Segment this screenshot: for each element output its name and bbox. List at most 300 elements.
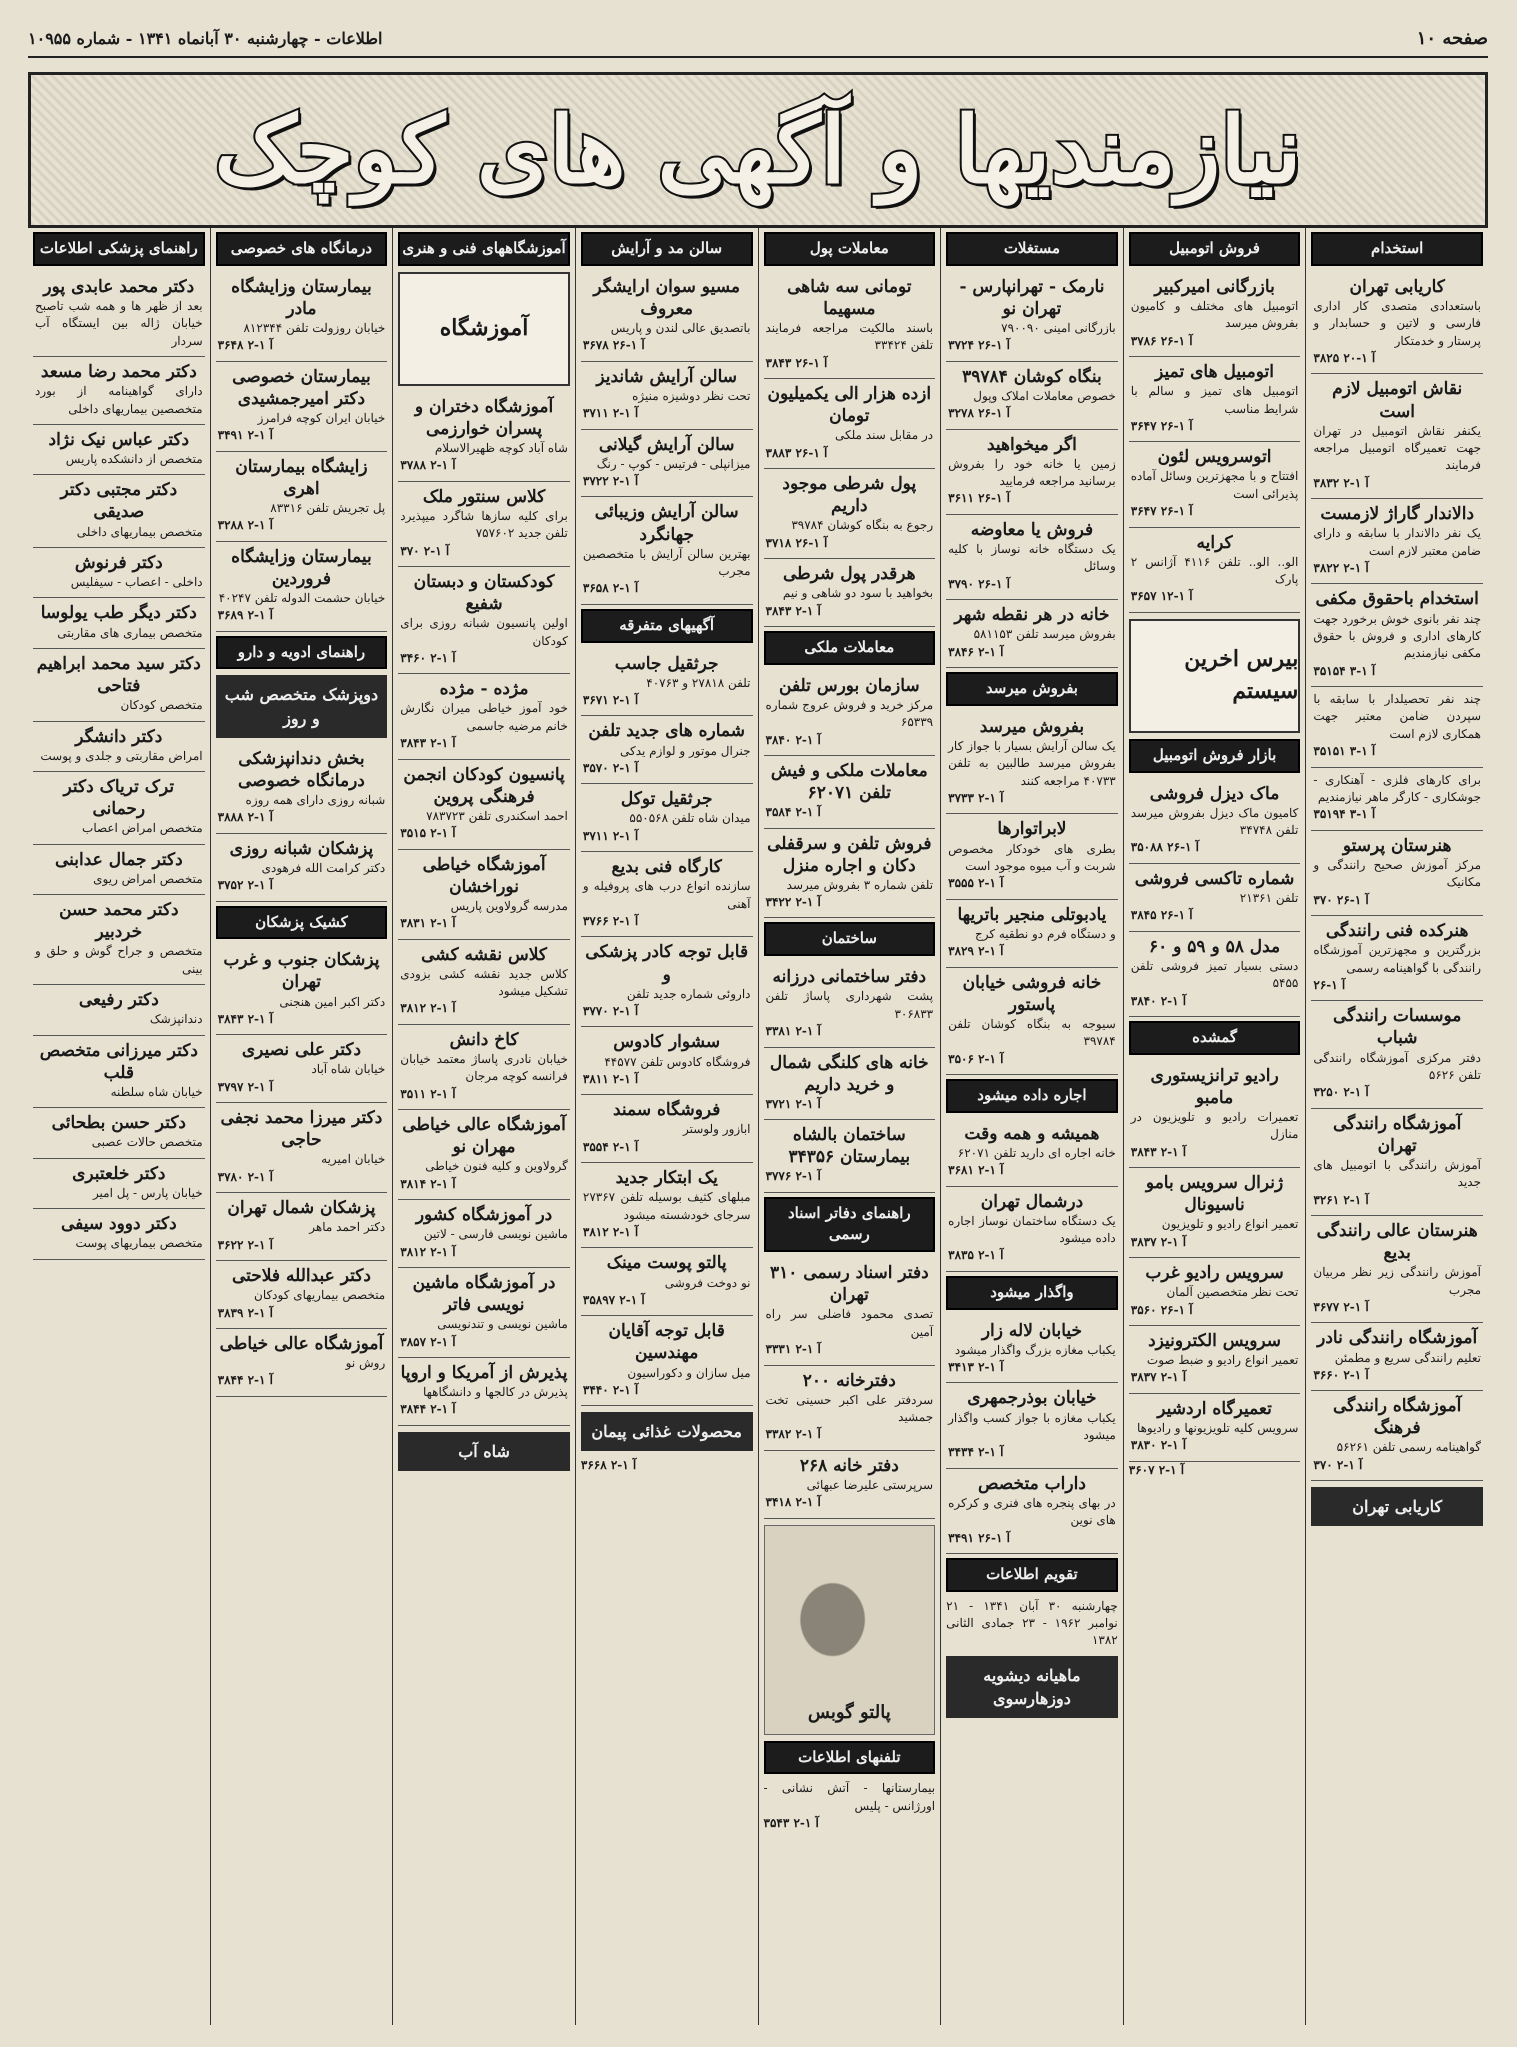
- ad-body: دکتر احمد ماهر: [309, 1220, 386, 1235]
- ad-code: آ ۱-۲ ۳۶۷۱: [582, 693, 639, 708]
- ad-title: پزشکان شمال تهران: [227, 1198, 376, 1219]
- ad-code: آ ۱-۲ ۳۷۱۱: [582, 406, 639, 421]
- ad-code: آ ۱-۲ ۳۷۶۶: [582, 914, 639, 929]
- ad-body: میدان شاه تلفن ۵۵۰۵۶۸: [629, 811, 751, 826]
- column-4: [758, 228, 941, 2025]
- ad-title: ژنرال سرویس بامو ناسیونال: [1145, 1173, 1284, 1216]
- ad-code: آ ۱-۲۶ ۳۲۷۸: [948, 406, 1010, 421]
- ad-body: میل سازان و دکوراسیون: [627, 1365, 751, 1380]
- ad-title: آموزشگاه عالی خیاطی مهران نو: [402, 1115, 566, 1158]
- section-banner: [28, 72, 1488, 228]
- ad-body: تلفن ۲۷۸۱۸ و ۴۰۷۶۳: [646, 675, 751, 690]
- ad-title: پزشکان جنوب و غرب تهران: [223, 950, 380, 993]
- ad-body: چند نفر بانوی خوش برخورد جهت کارهای اداری و فروش با حقوق مکفی نیازمندیم: [1313, 611, 1481, 661]
- ad-code: آ ۱-۲ ۳۳۸۱: [765, 1024, 821, 1039]
- column-heading: اجاره داده میشود: [946, 1079, 1118, 1113]
- ad-code: آ ۱-۲ ۳۸۴۳: [217, 1011, 273, 1026]
- ad-body: الو.. الو.. تلفن ۴۱۱۶ آژانس ۲ پارک: [1130, 554, 1299, 587]
- classified-ad: [764, 829, 936, 919]
- ad-code: آ ۱-۲ ۳۸۴۰: [1130, 993, 1187, 1008]
- ad-body: یکباب مغازه بزرگ واگذار میشود: [954, 1342, 1116, 1357]
- ad-code: آ ۱-۲ ۳۸۴۴: [217, 1373, 273, 1388]
- classified-ad: [398, 674, 570, 759]
- ad-body: مبلهای کثیف بوسیله تلفن ۲۷۳۶۷ سرجای خودشسته میشود: [582, 1190, 751, 1222]
- ad-title: رادیو ترانزیستوری مامبو: [1150, 1065, 1279, 1108]
- footer-box: محصولات غذائی پیمان: [581, 1412, 753, 1451]
- classified-ad: [946, 1383, 1118, 1468]
- ad-title: کودکستان و دبستان شفیع: [413, 571, 555, 615]
- ad-code: آ ۱-۲ ۳۵۸۹۷: [582, 1292, 645, 1307]
- column-heading: سالن مد و آرایش: [581, 232, 753, 266]
- ad-code: آ ۱-۲ ۳۲۵۰: [1313, 1085, 1369, 1100]
- ad-code: آ ۱-۲ ۳۷۱۱: [582, 828, 639, 843]
- classified-ad: [33, 357, 205, 425]
- classified-ad: [33, 425, 205, 475]
- classified-ad: [216, 452, 388, 542]
- classified-ad: [581, 852, 753, 937]
- ad-body: متخصص امراض اعصاب: [82, 821, 203, 836]
- ad-title: فروشگاه سمند: [612, 1100, 721, 1121]
- ad-body: پل تجریش تلفن ۸۳۳۱۶: [270, 500, 386, 515]
- ad-code: آ ۱-۲ ۳۴۱۸: [765, 1495, 821, 1510]
- ad-code: آ ۱-۲ ۳۲۸۸: [217, 518, 273, 533]
- ad-title: لابراتوارها: [997, 819, 1067, 840]
- column-heading: واگذار میشود: [946, 1276, 1118, 1310]
- ad-body: فروشگاه کادوس تلفن ۴۴۵۷۷: [604, 1054, 751, 1069]
- ad-title: اتوسرویس لئون: [1157, 447, 1272, 468]
- ad-body: خانه اجاره ای دارید تلفن ۶۲۰۷۱: [957, 1145, 1116, 1160]
- ad-code: آ ۱-۲ ۳۷۲۱: [765, 1096, 821, 1111]
- classified-ad: [764, 756, 936, 829]
- classified-ad: [216, 1035, 388, 1103]
- ad-title: سالن آرایش وزیبائی جهانگرد: [594, 502, 739, 545]
- ad-code: آ ۱-۲ ۳۵۵۵: [948, 876, 1004, 891]
- ad-body: تلفن شماره ۳ بفروش میرسد: [786, 877, 934, 892]
- ad-title: دکتر میرزا محمد نجفی حاجی: [220, 1108, 383, 1151]
- ad-body: بفروش میرسد تلفن ۵۸۱۱۵۳: [973, 627, 1116, 642]
- ad-body: متخصص بیماریهای کودکان: [254, 1288, 386, 1303]
- ad-body: در بهای پنجره های فنری و کرکره های نوین: [948, 1495, 1116, 1528]
- ad-code: آ ۱-۲ ۳۸۴۳: [400, 736, 456, 751]
- ad-code: آ ۱-۲ ۳۸۳۷: [1130, 1370, 1187, 1385]
- ad-body: بطری های خودکار مخصوص شربت و آب میوه موجود است: [948, 841, 1116, 873]
- ad-body: تحت نظر متخصصین آلمان: [1166, 1285, 1299, 1300]
- ad-body: تعمیرات رادیو و تلویزیون در منازل: [1130, 1109, 1299, 1142]
- ad-code: آ ۱-۲۶ ۳۸۴۵: [1130, 908, 1193, 923]
- ad-body: متخصص امراض ریوی: [93, 871, 203, 886]
- ad-code: آ ۱-۲۶ ۳۷۰: [1313, 892, 1369, 907]
- ad-code: آ ۱-۲ ۳۸۴۳: [1130, 1144, 1187, 1159]
- classified-ad: [946, 1469, 1118, 1554]
- ad-body: باستعدادی متصدی کار اداری فارسی و لاتین و حسابدار و پرستار و خدمتکار: [1313, 298, 1481, 348]
- ad-columns: [28, 228, 1488, 2025]
- classified-ad: [398, 760, 570, 850]
- classified-ad: [1129, 357, 1301, 442]
- ad-code: آ ۱-۲ ۳۴۶۰: [400, 650, 456, 665]
- ad-body: بزرگترین و مجهزترین آموزشگاه رانندگی با گواهینامه رسمی: [1313, 943, 1481, 975]
- column-heading: معاملات پول: [764, 232, 936, 266]
- classified-ad: [33, 845, 205, 895]
- ad-code: آ ۱-۲ ۳۸۳۷: [1130, 1234, 1187, 1249]
- ad-title: کلاس نقشه کشی: [421, 944, 547, 965]
- ad-title: دکتر دیگر طب یولوسا: [40, 603, 197, 624]
- classified-ad: [216, 1103, 388, 1193]
- ad-title: دکتر میرزانی متخصص قلب: [39, 1040, 198, 1083]
- ad-code: آ ۱-۲۶ ۳۴۹۱: [948, 1530, 1010, 1545]
- ad-body: خیابان شاه آباد: [311, 1062, 386, 1077]
- classified-ad: [764, 1451, 936, 1519]
- school-logo: آموزشگاه: [398, 272, 570, 386]
- classified-ad: [398, 392, 570, 482]
- ad-code: آ ۱-۲ ۳۶۵۸: [582, 581, 639, 596]
- ad-title: پزشکان شبانه روزی: [229, 838, 374, 859]
- page-header: [28, 20, 1488, 58]
- column-heading: ساختمان: [764, 922, 936, 956]
- ad-title: آموزشگاه رانندگی نادر: [1317, 1328, 1478, 1349]
- ad-title: دکتر خلعتبری: [72, 1163, 166, 1184]
- classified-ad: [1129, 442, 1301, 527]
- classified-ad: [764, 962, 936, 1047]
- ad-body: گواهینامه رسمی تلفن ۵۶۲۶۱: [1336, 1440, 1481, 1455]
- ad-code: آ ۱-۲ ۳۸۴۴: [400, 1402, 456, 1417]
- classified-ad: [581, 362, 753, 430]
- ad-body: یکنفر نقاش اتومبیل در تهران جهت تعمیرگاه اتومبیل مراجعه فرمایند: [1313, 423, 1481, 473]
- classified-ad: [1311, 374, 1483, 499]
- ad-body: خیابان حشمت الدوله تلفن ۴۰۲۴۷: [218, 590, 386, 605]
- classified-ad: [581, 1163, 753, 1248]
- classified-ad: [764, 671, 936, 756]
- ad-title: جرثقیل جاسب: [614, 653, 719, 674]
- ad-body: سردفتر علی اکبر حسینی تخت جمشید: [765, 1392, 934, 1424]
- ad-title: دکتر دوود سیفی: [60, 1214, 177, 1235]
- ad-body: آموزش رانندگی با اتومبیل های جدید: [1313, 1157, 1481, 1190]
- ad-title: خیابان لاله زار: [981, 1320, 1083, 1341]
- classified-ad: [946, 814, 1118, 899]
- classified-ad: [764, 559, 936, 627]
- classified-ad: [398, 567, 570, 674]
- ad-title: معاملات ملکی و فیش تلفن ۶۲۰۷۱: [770, 760, 928, 804]
- ad-body: دفتر مرکزی آموزشگاه رانندگی تلفن ۵۶۲۶: [1313, 1050, 1481, 1082]
- ad-code: آ ۱-۲ ۳۶۶۰: [1313, 1367, 1369, 1382]
- ad-title: آموزشگاه عالی خیاطی: [219, 1333, 384, 1354]
- footer-box: ماهیانه دیشویه دوزهارسوی: [946, 1656, 1118, 1718]
- classified-ad: [581, 937, 753, 1027]
- classified-ad: [33, 1036, 205, 1109]
- ad-title: فروش تلفن و سرقفلی دکان و اجاره منزل: [767, 833, 932, 876]
- ad-body: بخواهید با سود دو شاهی و نیم: [782, 586, 934, 601]
- ad-title: کارگاه فنی بدیع: [611, 857, 722, 878]
- ad-body: خود آموز خیاطی میران نگارش خانم مرضیه جاسمی: [400, 701, 568, 733]
- ad-body: اولین پانسیون شبانه روزی برای کودکان: [400, 616, 568, 648]
- classified-ad: [216, 362, 388, 452]
- classified-ad: [216, 744, 388, 834]
- column-3: [940, 228, 1123, 2025]
- ad-title: آموزشگاه خیاطی نوراخشان: [422, 854, 546, 897]
- ad-body: پذیرش در کالجها و دانشگاهها: [422, 1384, 568, 1399]
- ad-title: دکتر جمال عدابنی: [54, 849, 183, 870]
- ad-body: خیابان امیریه: [321, 1152, 386, 1167]
- column-heading: معاملات ملکی: [764, 631, 936, 665]
- ad-body: دندانپزشک: [149, 1012, 203, 1027]
- ad-title: ماک دیزل فروشی: [1149, 783, 1280, 804]
- classified-ad: [398, 1268, 570, 1358]
- banner-title: نیازمندیها و آگهی های کوچک: [214, 96, 1302, 204]
- ad-title: سالن آرایش شاندیز: [596, 366, 737, 387]
- ad-body: متخصص و جراح گوش و حلق و بینی: [35, 944, 203, 976]
- classified-ad: [398, 1110, 570, 1200]
- ad-title: هنرکده فنی رانندگی: [1325, 921, 1469, 942]
- classified-ad: [1311, 1323, 1483, 1391]
- ad-code: آ ۱-۲ ۳۶۸۹: [217, 608, 273, 623]
- ad-title: دکتر محمد عابدی پور: [43, 276, 195, 297]
- ad-code: آ ۱-۲ ۳۷۹۷: [217, 1079, 273, 1094]
- column-heading: راهنمای دفاتر اسناد رسمی: [764, 1197, 936, 1253]
- ad-code: آ ۱-۲۶ ۳۶۱۱: [948, 491, 1010, 506]
- newspaper-page: [28, 20, 1488, 2025]
- ad-code: آ ۱-۲ ۳۷۰: [400, 543, 450, 558]
- classified-ad: [1129, 272, 1301, 357]
- ad-body: بعد از ظهر ها و همه شب تاصبح خیابان ژاله بین ایستگاه آب سردار: [35, 298, 203, 348]
- classified-ad: [398, 482, 570, 567]
- footer-box: شاه آب: [398, 1432, 570, 1471]
- ad-code: آ ۱-۲۰ ۳۸۲۵: [1313, 351, 1376, 366]
- ad-title: جرثقیل توکل: [620, 789, 713, 810]
- classified-ad: [946, 515, 1118, 600]
- ad-code: آ ۱-۲ ۳۷۸۰: [217, 1169, 273, 1184]
- ad-code: آ ۱-۲ ۳۷۸۸: [400, 458, 456, 473]
- ad-code: آ ۱-۲۶ ۳۸۴۳: [765, 355, 828, 370]
- ad-body: باسند مالکیت مراجعه فرمایند تلفن ۳۳۴۲۴: [765, 320, 934, 353]
- ad-title: دکتر رفیعی: [78, 990, 159, 1011]
- ad-code: آ ۱-۲ ۳۸۱۴: [400, 1176, 456, 1191]
- ad-body: آموزش رانندگی زیر نظر مربیان مجرب: [1313, 1265, 1481, 1297]
- ad-title: نقاش اتومبیل لازم است: [1332, 379, 1463, 422]
- ad-code: آ ۱-۲ ۳۳۳۱: [765, 1342, 821, 1357]
- classified-ad: [398, 1358, 570, 1426]
- ad-code: آ ۱-۲ ۳۸۴۰: [765, 732, 821, 747]
- ad-body: متخصص بیماریهای پوست: [75, 1236, 203, 1251]
- column-2: [1123, 228, 1306, 2025]
- ad-code: آ ۱-۲۶ ۳۷۹۰: [948, 576, 1010, 591]
- column-5: [575, 228, 758, 2025]
- ad-code: آ ۱-۲۶: [1313, 977, 1346, 992]
- ad-title: تعمیرگاه اردشیر: [1157, 1398, 1272, 1419]
- ad-title: دفتر ساختمانی درزانه: [772, 967, 927, 988]
- ad-title: دالاندار گاراژ لازمست: [1320, 504, 1475, 525]
- ad-body: زمین یا خانه خود را بفروش برسانید مراجعه فرمایید: [948, 456, 1116, 489]
- ad-body: در مقابل سند ملکی: [834, 428, 934, 443]
- classified-ad: [1311, 499, 1483, 584]
- classified-ad: [1129, 864, 1301, 932]
- ad-body: متخصص بیماریهای داخلی: [76, 524, 203, 539]
- ad-body: خصوص معاملات املاک وپول: [973, 388, 1116, 403]
- ad-title: خانه در هر نقطه شهر: [954, 605, 1110, 626]
- classified-ad: [1129, 528, 1301, 613]
- calendar-text: چهارشنبه ۳۰ آبان ۱۳۴۱ - ۲۱ نوامبر ۱۹۶۲ - ۲۳ جمادی الثانی ۱۳۸۲: [946, 1598, 1118, 1648]
- ad-title: پانسیون کودکان انجمن فرهنگی پروین: [403, 764, 565, 807]
- ad-body: سیوجه به بنگاه کوشان تلفن ۳۹۷۸۴: [948, 1016, 1116, 1049]
- ad-code: آ ۱-۲ ۳۴۴۰: [582, 1382, 639, 1397]
- ad-code: آ ۱-۲ ۳۶۶۸: [580, 1458, 637, 1473]
- classified-ad: [33, 985, 205, 1035]
- ad-title: نارمک - تهرانپارس - تهران نو: [959, 276, 1105, 319]
- ad-title: تومانی سه شاهی مسهیما: [787, 276, 912, 319]
- classified-ad: [764, 1366, 936, 1451]
- ad-body: داخلی - اعصاب - سیفلیس: [70, 575, 203, 590]
- ad-code: آ ۱-۲ ۳۷۲۲: [582, 474, 639, 489]
- ad-title: درشمال تهران: [980, 1191, 1084, 1212]
- ad-body: چند نفر تحصیلدار با سابقه با سپردن ضامن معتبر جهت همکاری لازم است: [1313, 692, 1481, 741]
- ad-body: میزانپلی - فرتیس - کوپ - رنگ: [596, 456, 751, 471]
- footer-box: کاریابی تهران: [1311, 1487, 1483, 1526]
- ad-body: متخصص حالات عصبی: [91, 1135, 203, 1150]
- ad-title: زایشگاه بیمارستان اهری: [235, 456, 368, 499]
- classified-ad: [1311, 768, 1483, 831]
- ad-code: آ ۱-۲ ۳۶۲۲: [217, 1237, 273, 1252]
- ad-body: تلفن ۲۱۳۶۱: [1239, 890, 1299, 905]
- classified-ad: [1311, 1109, 1483, 1216]
- ad-body: سرویس کلیه تلویزیونها و رادیوها: [1136, 1420, 1299, 1435]
- ad-body: بازرگانی امینی ۷۹۰۰۹۰: [1001, 320, 1116, 335]
- ad-title: آموزشگاه رانندگی تهران: [1332, 1113, 1462, 1156]
- ad-code: آ ۱-۳ ۳۵۱۵۱: [1313, 744, 1376, 759]
- ad-body: سازنده انواع درب های پروفیله و آهنی: [582, 879, 751, 911]
- ad-code: آ ۱-۲ ۳۷۷۰: [582, 1004, 639, 1019]
- ad-code: آ ۱-۲ ۳۶۴۸: [217, 338, 273, 353]
- ad-title: مدل ۵۸ و ۵۹ و ۶۰: [1148, 936, 1281, 957]
- ad-title: قابل توجه کادر پزشکی و: [585, 942, 749, 985]
- column-heading: استخدام: [1311, 232, 1483, 266]
- classified-ad: [1311, 1216, 1483, 1323]
- classified-ad: [764, 272, 936, 379]
- ad-body: دستی بسیار تمیز فروشی تلفن ۵۴۵۵: [1130, 958, 1299, 991]
- ad-body: یک دستگاه خانه نوساز با کلیه وسائل: [948, 541, 1116, 574]
- ad-body: کامیون ماک دیزل بفروش میرسد تلفن ۳۴۷۴۸: [1130, 805, 1299, 838]
- ad-title: موسسات رانندگی شباب: [1332, 1006, 1462, 1049]
- classified-ad: [581, 1095, 753, 1163]
- ad-title: سرویس رادیو غرب: [1145, 1263, 1284, 1284]
- ad-title: دفتر اسناد رسمی ۳۱۰ تهران: [769, 1263, 929, 1306]
- classified-ad: [946, 362, 1118, 430]
- column-7: [210, 228, 393, 2025]
- ad-body: اتومبیل های مختلف و کامیون بفروش میرسد: [1130, 298, 1299, 331]
- classified-ad: [946, 900, 1118, 968]
- classified-ad: [216, 1329, 388, 1397]
- ad-title: دکتر عبدالله فلاحتی: [231, 1266, 371, 1287]
- ad-code: آ ۱-۲ ۳۳۸۲: [765, 1427, 821, 1442]
- ad-body: بهترین سالن آرایش با متخصصین مجرب: [582, 546, 751, 579]
- ad-code: آ ۱-۳ ۳۵۱۹۴: [1313, 807, 1376, 822]
- ad-title: کاخ دانش: [449, 1029, 519, 1050]
- ad-code: آ ۱-۲۶ ۳۵۰۸۸: [1130, 840, 1200, 855]
- ad-title: سالن آرایش گیلانی: [598, 434, 735, 455]
- classified-ad: [946, 1119, 1118, 1187]
- ad-body: دکتر کرامت الله فرهودی: [261, 860, 386, 875]
- ad-code: آ ۱-۲ ۳۴۹۱: [217, 428, 273, 443]
- ad-body: ماشین نویسی فارسی - لاتین: [423, 1227, 568, 1242]
- ad-code: آ ۱-۲ ۳۴۳۴: [948, 1445, 1004, 1460]
- classified-ad: [581, 1027, 753, 1095]
- ad-body: یک دستگاه ساختمان نوساز اجاره داده میشود: [948, 1213, 1116, 1246]
- ad-code: آ ۱-۲ ۳۶۸۱: [948, 1163, 1004, 1178]
- ad-code: آ ۱-۲ ۳۸۳۰: [1130, 1438, 1187, 1453]
- ad-code: آ ۱-۲ ۳۵۸۴: [765, 805, 821, 820]
- ad-code: آ ۱-۲ ۳۴۱۳: [948, 1360, 1004, 1375]
- ad-body: تحت نظر دوشیزه منیژه: [632, 388, 751, 403]
- ad-title: هنرستان پرستو: [1342, 835, 1452, 856]
- brand-logo: بیرس اخرین سیستم: [1129, 619, 1301, 733]
- ad-code: آ ۱-۲ ۳۷۳۳: [948, 791, 1004, 806]
- ad-title: بیمارستان وزایشگاه فروردین: [231, 546, 372, 589]
- ad-title: همیشه و همه وقت: [964, 1123, 1100, 1144]
- classified-ad: [398, 940, 570, 1025]
- ad-code: آ ۱-۲ ۳۵۰۶: [948, 1051, 1004, 1066]
- classified-ad: [1311, 916, 1483, 1001]
- ad-title: آموزشگاه رانندگی فرهنگ: [1332, 1396, 1462, 1439]
- ad-code: آ ۱-۲ ۳۷۰: [1313, 1457, 1363, 1472]
- classified-ad: [33, 475, 205, 548]
- classified-ad: [764, 1258, 936, 1365]
- ad-title: دفتر خانه ۲۶۸: [799, 1455, 899, 1476]
- ad-code: آ ۱-۲۶ ۳۸۸۳: [765, 445, 828, 460]
- classified-ad: [1311, 831, 1483, 916]
- column-6: [392, 228, 575, 2025]
- column-heading: درمانگاه های خصوصی: [216, 232, 388, 266]
- classified-ad: [946, 1316, 1118, 1384]
- classified-ad: [1129, 779, 1301, 864]
- ad-code: آ ۱-۲ ۳۸۱۱: [582, 1071, 639, 1086]
- ad-title: سشوار کادوس: [613, 1032, 721, 1053]
- ad-code: آ ۱-۲۶ ۳۷۲۴: [948, 338, 1010, 353]
- ad-body: و دستگاه فرم دو نطقیه کرج: [974, 926, 1116, 941]
- ad-code: آ ۱-۲ ۳۵۵۴: [582, 1139, 639, 1154]
- ad-body: تعمیر انواع رادیو و ضبط صوت: [1146, 1353, 1299, 1368]
- ad-title: سرویس الکترونیزد: [1148, 1330, 1282, 1351]
- ad-title: پذیرش از آمریکا و اروپا: [400, 1362, 568, 1383]
- ad-code: آ ۱-۲۶ ۳۷۸۶: [1130, 333, 1193, 348]
- classified-ad: [33, 548, 205, 598]
- ad-title: ساختمان بالشاه بیمارستان ۳۴۳۵۶: [788, 1125, 911, 1168]
- classified-ad: [581, 497, 753, 604]
- ad-title: دکتر فرنوش: [74, 552, 163, 573]
- ad-illustration: پالتو گوبس: [764, 1525, 936, 1735]
- classified-ad: [946, 430, 1118, 515]
- ad-code: آ ۱-۲ ۳۸۱۲: [400, 1244, 456, 1259]
- ad-body: شبانه روزی دارای همه روزه: [245, 792, 386, 807]
- classified-ad: [398, 850, 570, 940]
- ad-title: دکتر محمد رضا مسعد: [40, 362, 197, 383]
- ad-code: آ ۱-۲ ۳۶۰۷: [1128, 1462, 1185, 1477]
- ad-title: ترک تریاک دکتر رحمانی: [63, 776, 175, 820]
- ad-title: بیمارستان وزایشگاه مادر: [231, 276, 372, 319]
- classified-ad: [946, 968, 1118, 1075]
- page-number: صفحه ۱۰: [1416, 27, 1488, 49]
- classified-ad: [946, 272, 1118, 362]
- classified-ad: [1311, 272, 1483, 375]
- classified-ad: [1311, 1391, 1483, 1481]
- classified-ad: [216, 834, 388, 902]
- column-heading: تقویم اطلاعات: [946, 1558, 1118, 1592]
- ad-body: یکباب مغازه با جواز کسب واگذار میشود: [948, 1410, 1116, 1442]
- classified-ad: [581, 1316, 753, 1406]
- ad-body: ماشین نویسی و تندنویسی: [437, 1317, 568, 1332]
- classified-ad: [1129, 1394, 1301, 1462]
- phone-list: بیمارستانها - آتش نشانی - اورژانس - پلیس: [763, 1781, 936, 1813]
- classified-ad: [33, 649, 205, 722]
- ad-body: خیابان پارس - پل امیر: [92, 1185, 203, 1200]
- ad-title: ازده هزار الی یکمیلیون تومان: [767, 384, 932, 427]
- issue-info: اطلاعات - چهارشنبه ۳۰ آبانماه ۱۳۴۱ - شماره ۱۰۹۵۵: [28, 28, 383, 48]
